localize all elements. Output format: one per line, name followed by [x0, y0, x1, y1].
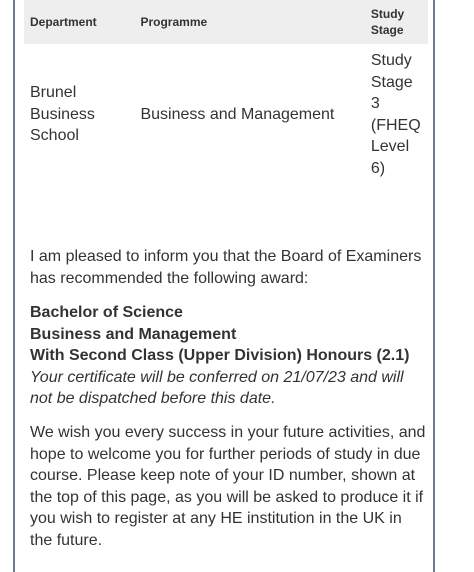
- table-header-row: [24, 0, 428, 44]
- award-degree: Bachelor of Science: [30, 304, 183, 321]
- cell-programme: Business and Management: [140, 105, 335, 123]
- award-classification: With Second Class (Upper Division) Honours (2.1): [30, 347, 410, 364]
- certificate-note: Your certificate will be conferred on 21/07/23 and will not be dispatched before this date.: [30, 368, 404, 407]
- closing-paragraph: We wish you every success in your future activities, and hope to welcome you for further periods of study in due course. Please keep note of your ID number, shown at the top of this page, as you will be asked to produce it if you wish to register at any HE institution in the UK in the future.: [30, 424, 426, 549]
- cell-department: Brunel Business School: [30, 84, 95, 145]
- cell-study-stage: Study Stage 3 (FHEQ Level 6): [370, 52, 421, 177]
- table-row: [24, 44, 428, 235]
- intro-paragraph: I am pleased to inform you that the Board of Examiners has recommended the following award:: [30, 248, 422, 287]
- award-block: [30, 302, 426, 410]
- header-programme: Programme: [134, 0, 364, 44]
- award-table: [24, 0, 428, 235]
- header-study-stage: Study Stage: [365, 0, 428, 44]
- header-department: Department: [24, 0, 134, 44]
- award-subject: Business and Management: [30, 325, 237, 343]
